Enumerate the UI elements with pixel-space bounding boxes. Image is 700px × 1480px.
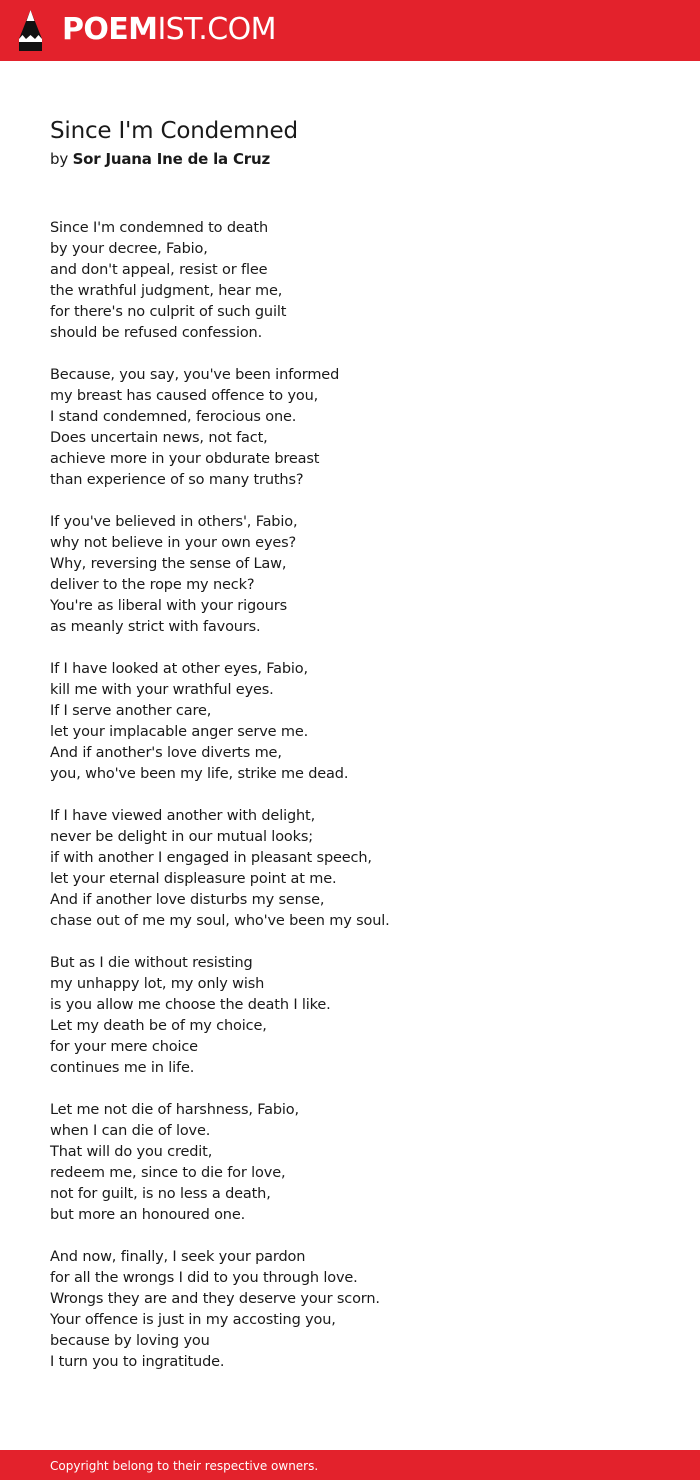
poem-line: Since I'm condemned to death	[50, 220, 268, 236]
poem-line: If I have looked at other eyes, Fabio,	[50, 661, 308, 677]
poem-line: is you allow me choose the death I like.	[50, 997, 331, 1013]
poem-line: never be delight in our mutual looks;	[50, 829, 314, 845]
poem-line: Does uncertain news, not fact,	[50, 430, 268, 446]
poem-line: should be refused confession.	[50, 325, 263, 341]
poem-author[interactable]: Sor Juana Ine de la Cruz	[72, 150, 270, 168]
copyright-text: Copyright belong to their respective owners.	[50, 1459, 319, 1473]
poem-line: my unhappy lot, my only wish	[50, 976, 265, 992]
site-footer	[0, 1450, 700, 1480]
poem-line: chase out of me my soul, who've been my soul.	[50, 913, 390, 929]
pencil-icon[interactable]	[17, 9, 44, 52]
poem-line: by your decree, Fabio,	[50, 241, 208, 257]
poem-line: You're as liberal with your rigours	[50, 598, 287, 614]
poem-stanza	[50, 659, 670, 785]
poem-line: Wrongs they are and they deserve your scorn.	[50, 1291, 380, 1307]
poem-line: when I can die of love.	[50, 1123, 211, 1139]
poem-stanza	[50, 806, 670, 932]
poem-line: Because, you say, you've been informed	[50, 367, 340, 383]
poem-stanza	[50, 365, 670, 491]
poem-byline	[50, 148, 270, 170]
poem-line: not for guilt, is no less a death,	[50, 1186, 271, 1202]
poem-line: and don't appeal, resist or flee	[50, 262, 268, 278]
poem-line: If I serve another care,	[50, 703, 212, 719]
poem-line: Let me not die of harshness, Fabio,	[50, 1102, 299, 1118]
poem-line: redeem me, since to die for love,	[50, 1165, 286, 1181]
poem-line: my breast has caused offence to you,	[50, 388, 319, 404]
poem-line: let your implacable anger serve me.	[50, 724, 309, 740]
poem-line: Your offence is just in my accosting you,	[50, 1312, 336, 1328]
site-logo[interactable]	[62, 12, 276, 48]
poem-line: the wrathful judgment, hear me,	[50, 283, 283, 299]
poem-line: But as I die without resisting	[50, 955, 253, 971]
poem-line: And if another's love diverts me,	[50, 745, 282, 761]
poem-body	[50, 218, 670, 1394]
poem-line: I turn you to ingratitude.	[50, 1354, 225, 1370]
poem-line: for all the wrongs I did to you through love.	[50, 1270, 358, 1286]
poem-line: kill me with your wrathful eyes.	[50, 682, 274, 698]
poem-line: for there's no culprit of such guilt	[50, 304, 287, 320]
poem-line: but more an honoured one.	[50, 1207, 246, 1223]
poem-line: That will do you credit,	[50, 1144, 213, 1160]
poem-line: than experience of so many truths?	[50, 472, 304, 488]
poem-line: why not believe in your own eyes?	[50, 535, 297, 551]
poem-line: because by loving you	[50, 1333, 210, 1349]
poem-line: if with another I engaged in pleasant speech,	[50, 850, 372, 866]
poem-line: as meanly strict with favours.	[50, 619, 261, 635]
poem-line: And if another love disturbs my sense,	[50, 892, 325, 908]
poem-line: If you've believed in others', Fabio,	[50, 514, 298, 530]
poem-stanza	[50, 953, 670, 1079]
poem-line: for your mere choice	[50, 1039, 198, 1055]
site-header	[0, 0, 700, 61]
poem-line: If I have viewed another with delight,	[50, 808, 316, 824]
poem-line: you, who've been my life, strike me dead.	[50, 766, 349, 782]
poem-line: And now, finally, I seek your pardon	[50, 1249, 306, 1265]
poem-line: let your eternal displeasure point at me.	[50, 871, 337, 887]
poem-line: Why, reversing the sense of Law,	[50, 556, 287, 572]
poem-line: achieve more in your obdurate breast	[50, 451, 320, 467]
poem-stanza	[50, 1100, 670, 1226]
poem-line: deliver to the rope my neck?	[50, 577, 255, 593]
poem-title: Since I'm Condemned	[50, 118, 298, 144]
logo-light-text: IST.COM	[157, 12, 276, 47]
poem-line: continues me in life.	[50, 1060, 195, 1076]
poem-stanza	[50, 512, 670, 638]
poem-line: I stand condemned, ferocious one.	[50, 409, 297, 425]
logo-bold-text: POEM	[62, 12, 158, 47]
poem-line: Let my death be of my choice,	[50, 1018, 267, 1034]
poem-stanza	[50, 218, 670, 344]
poem-stanza	[50, 1247, 670, 1373]
by-label: by	[50, 150, 68, 168]
